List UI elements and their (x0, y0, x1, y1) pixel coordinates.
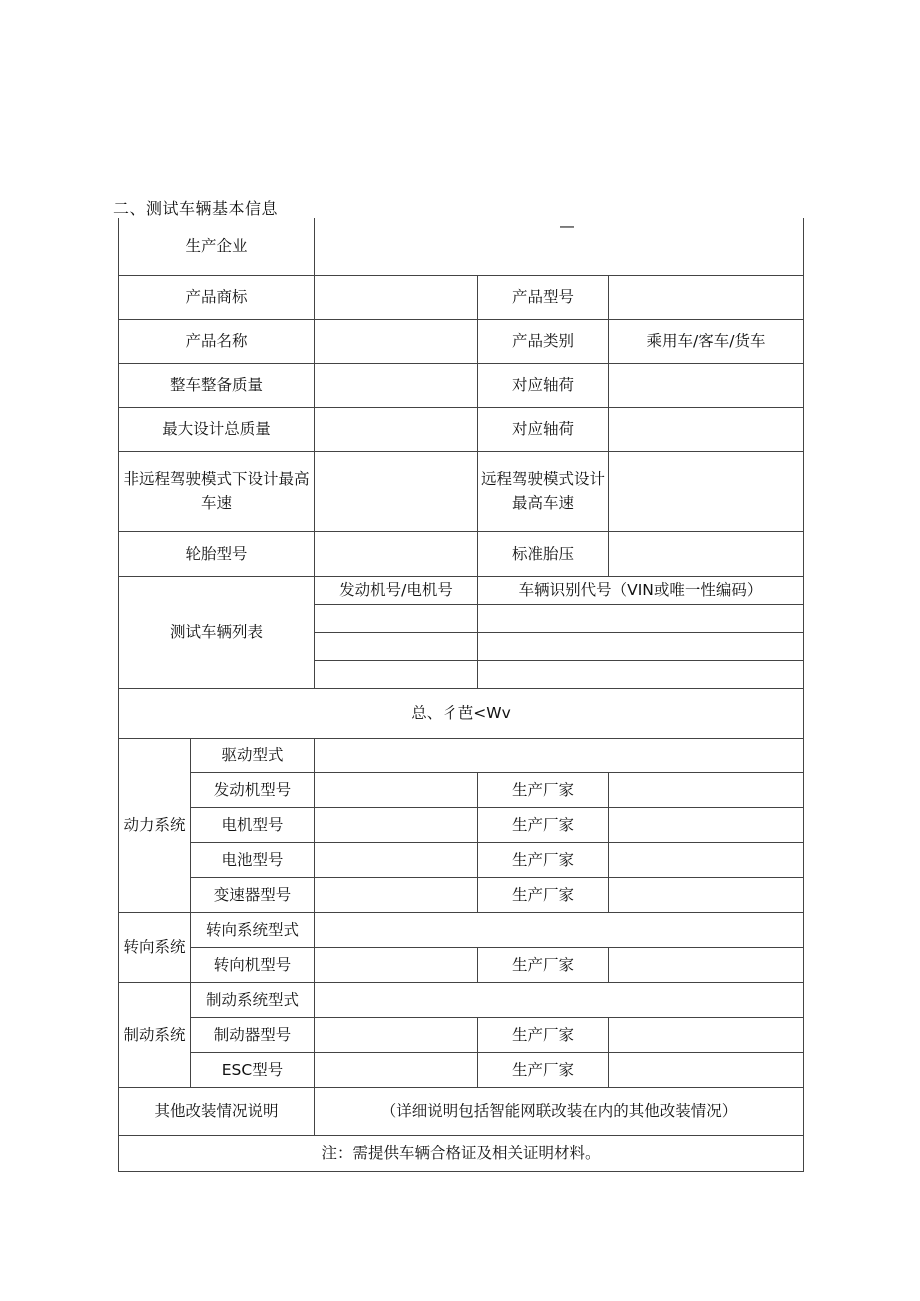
drive-type-field[interactable] (315, 738, 804, 772)
esc-maker-label: 生产厂家 (478, 1052, 609, 1087)
engine-model-label: 发动机型号 (191, 772, 315, 807)
brand-field[interactable] (315, 275, 478, 319)
esc-model-field[interactable] (315, 1052, 478, 1087)
producer-field[interactable] (315, 218, 804, 275)
section-title: 二、测试车辆基本信息 (113, 199, 279, 218)
vin-header: 车辆识别代号（VIN或唯一性编码） (478, 576, 804, 604)
tire-pressure-label: 标准胎压 (478, 531, 609, 576)
curb-axle-load-field[interactable] (609, 363, 804, 407)
steering-gear-model-field[interactable] (315, 947, 478, 982)
vehicle-info-table (118, 218, 804, 1172)
curb-mass-field[interactable] (315, 363, 478, 407)
engine-number-header: 发动机号/电机号 (315, 576, 478, 604)
vin-cell[interactable] (478, 632, 804, 660)
vin-cell[interactable] (478, 604, 804, 632)
max-mass-label: 最大设计总质量 (119, 407, 315, 451)
steering-system-label: 转向系统 (119, 912, 191, 982)
steering-gear-model-label: 转向机型号 (191, 947, 315, 982)
category-value[interactable]: 乘用车/客车/货车 (609, 319, 804, 363)
gearbox-maker-label: 生产厂家 (478, 877, 609, 912)
esc-maker-field[interactable] (609, 1052, 804, 1087)
model-label: 产品型号 (478, 275, 609, 319)
vin-cell[interactable] (478, 660, 804, 688)
brake-maker-field[interactable] (609, 1017, 804, 1052)
steering-type-field[interactable] (315, 912, 804, 947)
product-name-field[interactable] (315, 319, 478, 363)
product-name-label: 产品名称 (119, 319, 315, 363)
steering-maker-field[interactable] (609, 947, 804, 982)
brand-label: 产品商标 (119, 275, 315, 319)
max-mass-field[interactable] (315, 407, 478, 451)
battery-model-label: 电池型号 (191, 842, 315, 877)
vehicle-list-label: 测试车辆列表 (119, 576, 315, 688)
other-mods-label: 其他改装情况说明 (119, 1087, 315, 1135)
motor-maker-field[interactable] (609, 807, 804, 842)
producer-value: — (559, 218, 575, 235)
esc-model-label: ESC型号 (191, 1052, 315, 1087)
engine-maker-field[interactable] (609, 772, 804, 807)
curb-mass-label: 整车整备质量 (119, 363, 315, 407)
tire-pressure-field[interactable] (609, 531, 804, 576)
motor-model-field[interactable] (315, 807, 478, 842)
remote-speed-field[interactable] (609, 451, 804, 531)
drive-type-label: 驱动型式 (191, 738, 315, 772)
producer-label: 生产企业 (119, 218, 315, 275)
footnote: 注：需提供车辆合格证及相关证明材料。 (119, 1135, 804, 1171)
brake-type-label: 制动系统型式 (191, 982, 315, 1017)
engine-number-cell[interactable] (315, 604, 478, 632)
max-axle-load-label: 对应轴荷 (478, 407, 609, 451)
local-speed-field[interactable] (315, 451, 478, 531)
tire-model-field[interactable] (315, 531, 478, 576)
garbled-heading: 总、彳芭<Wv (119, 688, 804, 738)
gearbox-model-label: 变速器型号 (191, 877, 315, 912)
max-axle-load-field[interactable] (609, 407, 804, 451)
brake-maker-label: 生产厂家 (478, 1017, 609, 1052)
gearbox-model-field[interactable] (315, 877, 478, 912)
brake-model-field[interactable] (315, 1017, 478, 1052)
brake-type-field[interactable] (315, 982, 804, 1017)
steering-type-label: 转向系统型式 (191, 912, 315, 947)
motor-model-label: 电机型号 (191, 807, 315, 842)
power-system-label: 动力系统 (119, 738, 191, 912)
other-mods-field[interactable]: （详细说明包括智能网联改装在内的其他改装情况） (315, 1087, 804, 1135)
steering-maker-label: 生产厂家 (478, 947, 609, 982)
gearbox-maker-field[interactable] (609, 877, 804, 912)
brake-system-label: 制动系统 (119, 982, 191, 1087)
engine-number-cell[interactable] (315, 660, 478, 688)
local-speed-label: 非远程驾驶模式下设计最高车速 (119, 451, 315, 531)
motor-maker-label: 生产厂家 (478, 807, 609, 842)
tire-model-label: 轮胎型号 (119, 531, 315, 576)
remote-speed-label: 远程驾驶模式设计最高车速 (478, 451, 609, 531)
engine-maker-label: 生产厂家 (478, 772, 609, 807)
curb-axle-load-label: 对应轴荷 (478, 363, 609, 407)
battery-model-field[interactable] (315, 842, 478, 877)
battery-maker-label: 生产厂家 (478, 842, 609, 877)
brake-model-label: 制动器型号 (191, 1017, 315, 1052)
category-label: 产品类别 (478, 319, 609, 363)
battery-maker-field[interactable] (609, 842, 804, 877)
model-field[interactable] (609, 275, 804, 319)
engine-number-cell[interactable] (315, 632, 478, 660)
engine-model-field[interactable] (315, 772, 478, 807)
